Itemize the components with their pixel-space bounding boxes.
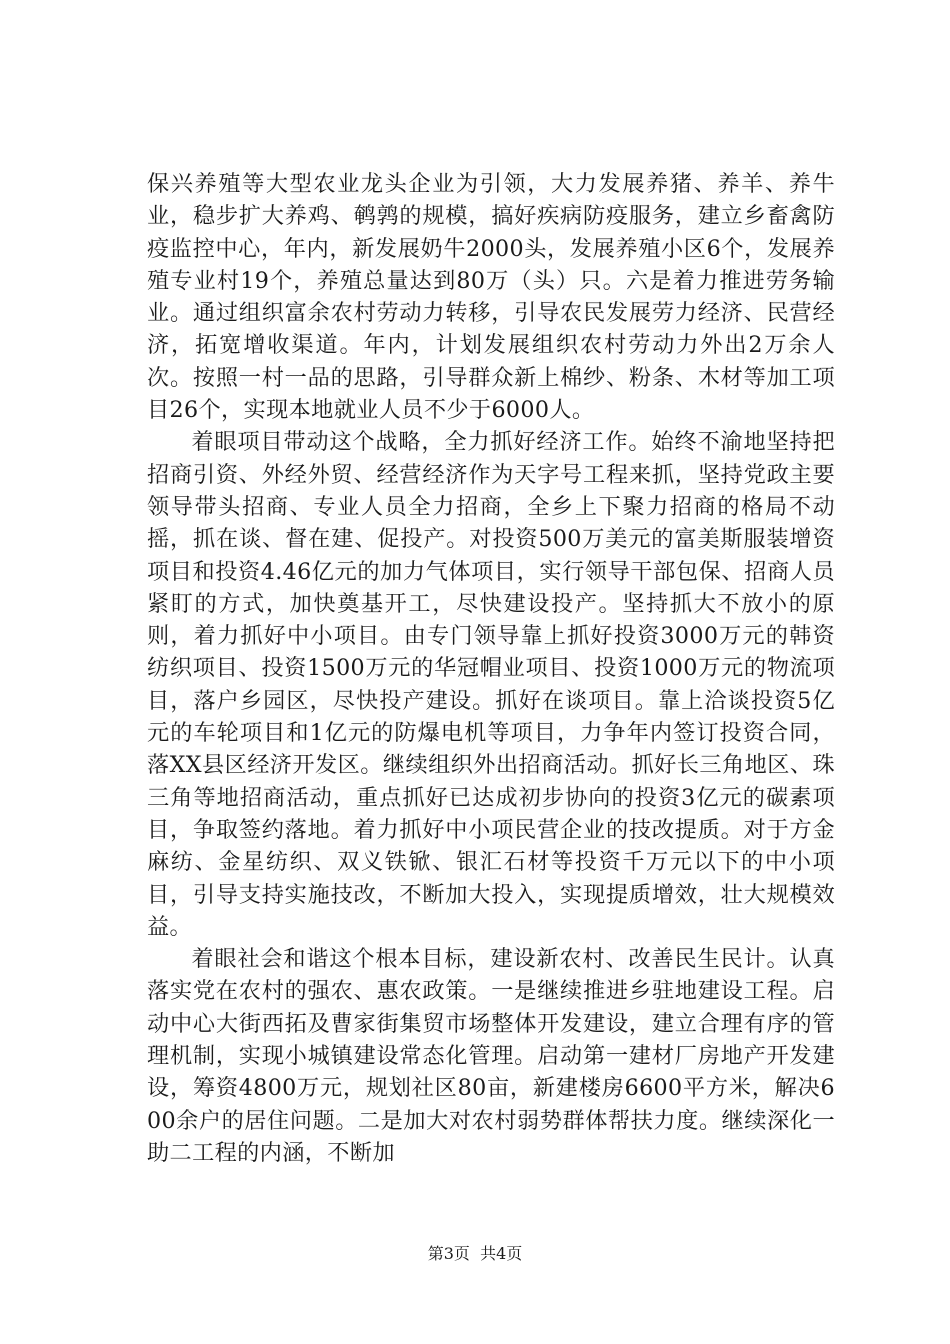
paragraph-2: 着眼项目带动这个战略，全力抓好经济工作。始终不渝地坚持把招商引资、外经外贸、经营经济作为天字号工程来抓，坚持党政主要领导带头招商、专业人员全力招商，全乡上下聚力招商的格局不动摇，抓在谈、督在建、促投产。对投资500万美元的富美斯服装增资项目和投资4.46亿元的加力气体项目，实行领导干部包保、招商人员紧盯的方式，加快奠基开工，尽快建设投产。坚持抓大不放小的原则，着力抓好中小项目。由专门领导靠上抓好投资3000万元的韩资纺织项目、投资1500万元的华冠帽业项目、投资1000万元的物流项目，落户乡园区，尽快投产建设。抓好在谈项目。靠上洽谈投资5亿元的车轮项目和1亿元的防爆电机等项目，力争年内签订投资合同，落XX县区经济开发区。继续组织外出招商活动。抓好长三角地区、珠三角等地招商活动，重点抓好已达成初步协向的投资3亿元的碳素项目，争取签约落地。着力抓好中小项民营企业的技改提质。对于方金麻纺、金星纺织、双义铁锨、银汇石材等投资千万元以下的中小项目，引导支持实施技改，不断加大投入，实现提质增效，壮大规模效益。: [147, 429, 835, 940]
page-footer: [0, 1244, 950, 1264]
paragraph-3: 着眼社会和谐这个根本目标，建设新农村、改善民生民计。认真落实党在农村的强农、惠农政策。一是继续推进乡驻地建设工程。启动中心大街西拓及曹家街集贸市场整体开发建设，建立合理有序的管理机制，实现小城镇建设常态化管理。启动第一建材厂房地产开发建设，筹资4800万元，规划社区80亩，新建楼房6600平方米，解决600余户的居住问题。二是加大对农村弱势群体帮扶力度。继续深化一助二工程的内涵，不断加: [147, 946, 835, 1166]
page-number-label: 第3页 共4页: [427, 1244, 523, 1263]
document-body: [147, 168, 835, 1169]
paragraph-1: 保兴养殖等大型农业龙头企业为引领，大力发展养猪、养羊、养牛业，稳步扩大养鸡、鹌鹑的规模，搞好疾病防疫服务，建立乡畜禽防疫监控中心，年内，新发展奶牛2000头，发展养殖小区6个，发展养殖专业村19个，养殖总量达到80万（头）只。六是着力推进劳务输业。通过组织富余农村劳动力转移，引导农民发展劳力经济、民营经济，拓宽增收渠道。年内，计划发展组织农村劳动力外出2万余人次。按照一村一品的思路，引导群众新上棉纱、粉条、木材等加工项目26个，实现本地就业人员不少于6000人。: [147, 171, 835, 424]
